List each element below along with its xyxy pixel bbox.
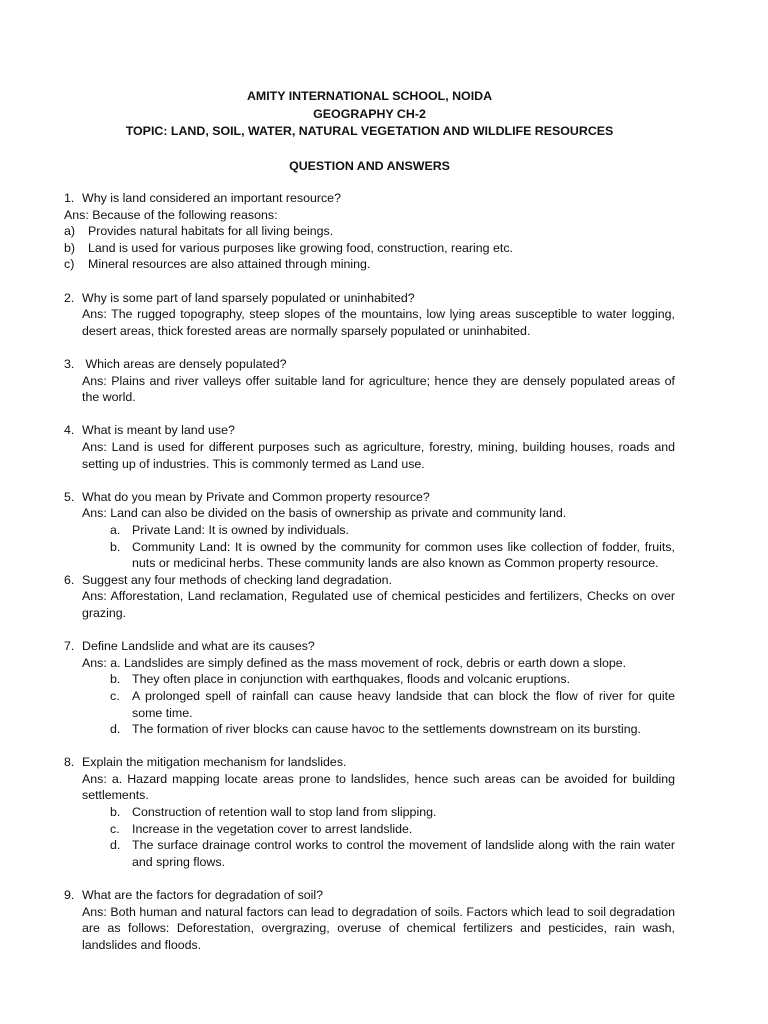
list-item (82, 688, 675, 721)
list-item-text: They often place in conjunction with earthquakes, floods and volcanic eruptions. (132, 672, 571, 687)
list-item-text: A prolonged spell of rainfall can cause heavy landside that can block the flow of river for quite some time. (132, 688, 675, 720)
question-block-3 (64, 356, 675, 406)
list-item-label: d. (110, 722, 121, 737)
answer-text: Ans: a. Landslides are simply defined as the mass movement of rock, debris or earth down a slope. (82, 655, 627, 670)
section-title: QUESTION AND ANSWERS (289, 158, 450, 173)
list-item-label: b. (110, 805, 121, 820)
list-item (82, 804, 675, 821)
question-number: 4. (64, 423, 75, 438)
list-item-text: Construction of retention wall to stop land from slipping. (132, 805, 437, 820)
question-block-9 (64, 887, 675, 953)
topic-title: TOPIC: LAND, SOIL, WATER, NATURAL VEGETATION AND WILDLIFE RESOURCES (125, 124, 614, 138)
list-item-text: Land is used for various purposes like growing food, construction, rearing etc. (88, 240, 513, 255)
question-text: Why is some part of land sparsely populated or uninhabited? (82, 290, 415, 305)
list-item-label: c) (64, 257, 75, 272)
question-number: 8. (64, 755, 75, 770)
subject-title: GEOGRAPHY CH-2 (313, 106, 426, 121)
question-block-1 (64, 190, 675, 273)
question-number: 3. (64, 357, 75, 372)
answer-text: Ans: Both human and natural factors can lead to degradation of soils. Factors which lead to soil degradation are as follows: Deforestation, overgrazing, overuse of chemical fertilizers and pesticides, rain wash, landslides and floods. (82, 904, 675, 952)
question-number: 1. (64, 191, 75, 206)
answer-text: Ans: Plains and river valleys offer suitable land for agriculture; hence they are densely populated areas of the world. (82, 373, 675, 405)
list-item-text: Increase in the vegetation cover to arrest landslide. (132, 821, 413, 836)
list-item-label: c. (110, 688, 120, 703)
list-item (82, 522, 675, 539)
question-block-2 (64, 290, 675, 340)
document-page (64, 88, 675, 953)
list-item-label: b) (64, 240, 76, 255)
question-number: 5. (64, 489, 75, 504)
question-number: 2. (64, 290, 75, 305)
question-number: 6. (64, 572, 75, 587)
question-text: What do you mean by Private and Common property resource? (82, 489, 430, 504)
question-block-7 (64, 638, 675, 738)
question-number: 7. (64, 639, 75, 654)
list-item (82, 837, 675, 870)
answer-text: Ans: Because of the following reasons: (64, 207, 278, 222)
answer-text: Ans: The rugged topography, steep slopes of the mountains, low lying areas susceptible to water logging, desert areas, thick forested areas are normally sparsely populated or uninhabited. (82, 307, 675, 338)
list-item-text: Private Land: It is owned by individuals. (132, 522, 349, 537)
list-item-text: The formation of river blocks can cause havoc to the settlements downstream on its bursting. (132, 722, 641, 737)
school-name: AMITY INTERNATIONAL SCHOOL, NOIDA (246, 89, 493, 103)
question-text: Explain the mitigation mechanism for landslides. (82, 755, 347, 770)
list-item (82, 821, 675, 838)
list-item-label: a) (64, 224, 76, 239)
list-item-text: Provides natural habitats for all living beings. (88, 224, 334, 239)
list-item (64, 223, 675, 240)
list-item-label: c. (110, 821, 120, 836)
question-text: What are the factors for degradation of soil? (82, 888, 324, 903)
list-item-label: d. (110, 838, 121, 853)
list-item (64, 240, 675, 257)
answer-text: Ans: Afforestation, Land reclamation, Regulated use of chemical pesticides and fertilizers, Checks on over grazing. (82, 589, 675, 620)
answer-text: Ans: Land can also be divided on the basis of ownership as private and community land. (82, 506, 567, 521)
question-block-6 (64, 572, 675, 622)
question-block-4 (64, 422, 675, 472)
answer-text: Ans: a. Hazard mapping locate areas prone to landslides, hence such areas can be avoided for building settlements. (82, 771, 675, 803)
list-item-label: b. (110, 672, 121, 687)
list-item-text: Mineral resources are also attained through mining. (88, 257, 371, 272)
document-header (64, 88, 675, 141)
answer-text: Ans: Land is used for different purposes such as agriculture, forestry, mining, building houses, roads and setting up of industries. This is commonly termed as Land use. (82, 440, 675, 471)
list-item (64, 256, 675, 273)
question-text: What is meant by land use? (82, 423, 235, 438)
question-block-8 (64, 754, 675, 870)
question-text: Define Landslide and what are its causes? (82, 639, 315, 654)
question-text: Why is land considered an important resource? (82, 191, 341, 206)
list-item (82, 671, 675, 688)
list-item (82, 539, 675, 572)
list-item-label: b. (110, 539, 121, 554)
list-item-text: The surface drainage control works to control the movement of landslide along with the rain water and spring flows. (132, 838, 675, 869)
question-number: 9. (64, 888, 75, 903)
list-item-label: a. (110, 522, 121, 537)
list-item (82, 721, 675, 738)
question-text: Which areas are densely populated? (82, 357, 287, 372)
question-text: Suggest any four methods of checking land degradation. (82, 572, 392, 587)
question-block-5 (64, 489, 675, 572)
list-item-text: Community Land: It is owned by the community for common uses like collection of fodder, fruits, nuts or medicinal herbs. These community lands are also known as Common property resource. (132, 539, 675, 571)
